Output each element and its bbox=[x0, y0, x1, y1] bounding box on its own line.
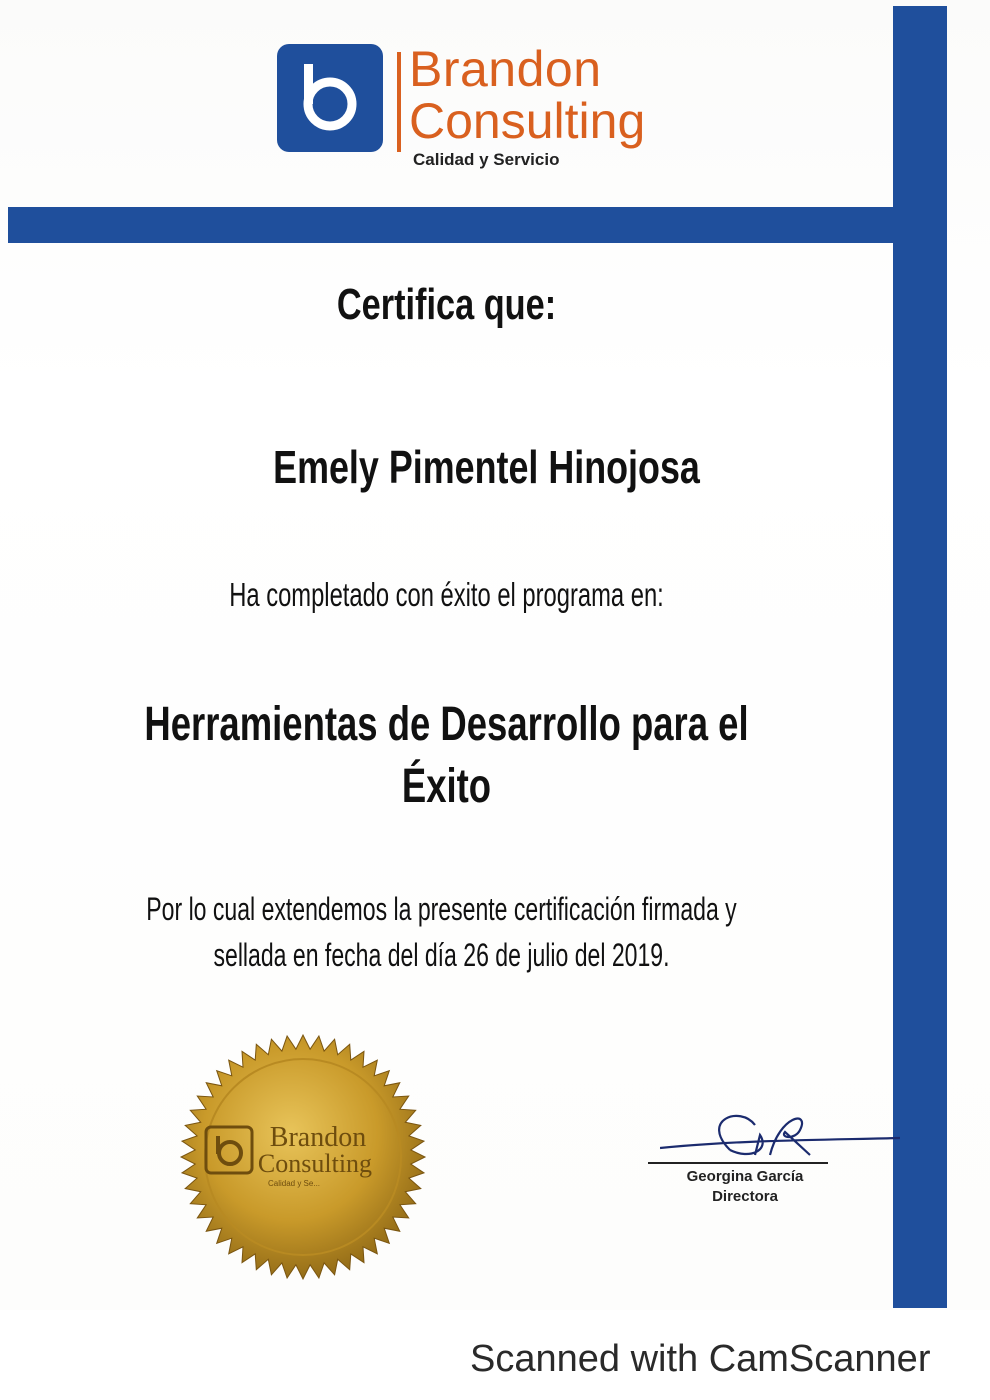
program-title bbox=[107, 694, 786, 818]
signature-block bbox=[640, 1110, 900, 1220]
completion-statement: Ha completado con éxito el programa en: bbox=[229, 576, 664, 613]
certificate-heading: Certifica que: bbox=[336, 280, 557, 329]
program-title-line2: Éxito bbox=[401, 760, 492, 813]
seal-text-line1: Brandon bbox=[269, 1122, 367, 1153]
handwritten-signature-icon bbox=[660, 1110, 900, 1170]
seal-text-line3: Calidad y Se... bbox=[267, 1179, 321, 1188]
seal-text-line2: Consulting bbox=[257, 1149, 373, 1178]
top-blue-band bbox=[8, 207, 947, 243]
right-blue-band bbox=[893, 6, 947, 1308]
brand-logo bbox=[275, 41, 646, 172]
brand-divider bbox=[397, 52, 401, 152]
brand-tagline: Calidad y Servicio bbox=[413, 150, 560, 169]
program-title-line1: Herramientas de Desarrollo para el bbox=[144, 698, 749, 751]
brand-logo-icon bbox=[275, 42, 385, 154]
recipient-name: Emely Pimentel Hinojosa bbox=[273, 441, 700, 493]
signatory-name: Georgina García bbox=[686, 1168, 804, 1185]
brand-name-line1: Brandon bbox=[409, 41, 602, 97]
signatory-role: Directora bbox=[712, 1188, 778, 1205]
scanner-watermark: Scanned with CamScanner bbox=[470, 1338, 931, 1380]
gold-seal-icon bbox=[178, 1032, 428, 1282]
closing-line2: sellada en fecha del día 26 de julio del 2019. bbox=[213, 937, 670, 973]
brand-name-line2: Consulting bbox=[409, 93, 646, 149]
closing-line1: Por lo cual extendemos la presente certificación firmada y bbox=[146, 891, 737, 927]
signature-line bbox=[648, 1162, 828, 1164]
closing-statement bbox=[120, 886, 763, 978]
